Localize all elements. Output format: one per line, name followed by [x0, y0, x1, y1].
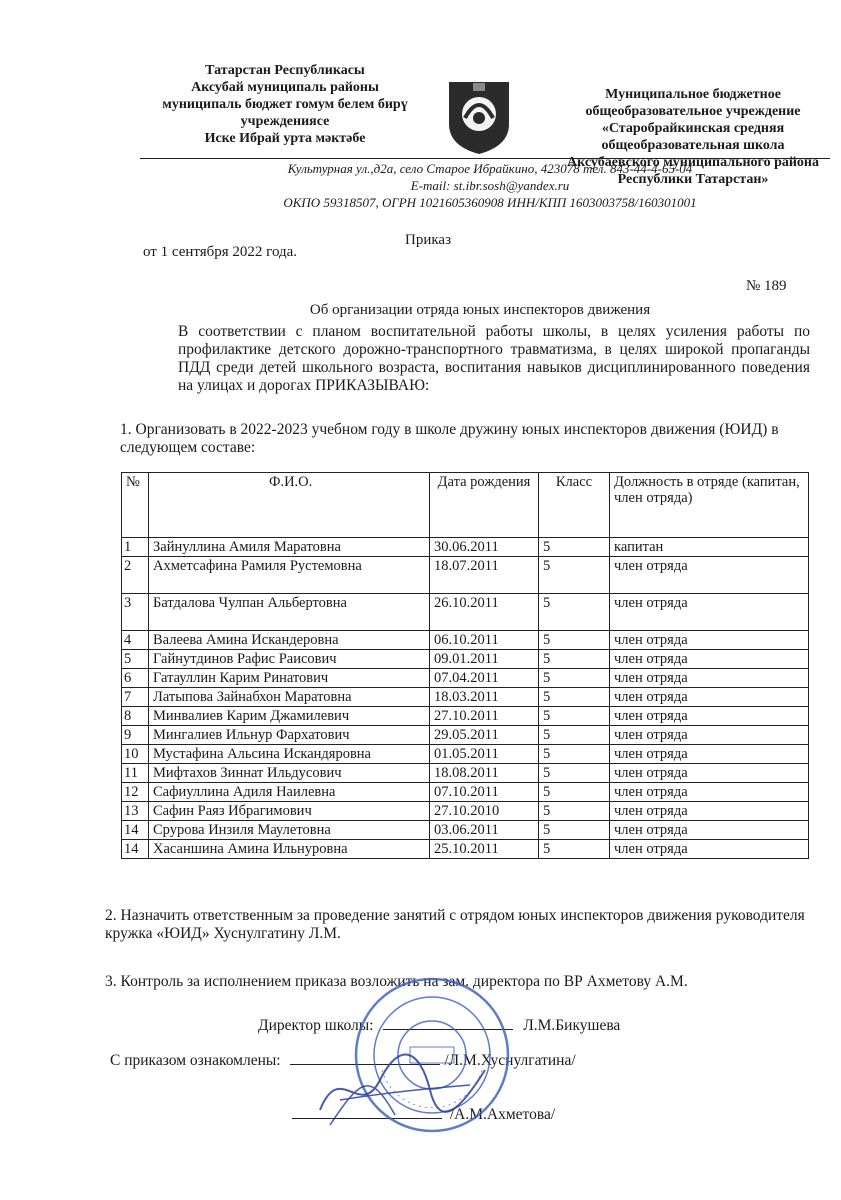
- table-row: [122, 631, 809, 650]
- table-row: [122, 764, 809, 783]
- cell-class: 5: [539, 707, 610, 726]
- cell-dob: 25.10.2011: [430, 840, 539, 859]
- cell-dob: 18.03.2011: [430, 688, 539, 707]
- cell-dob: 18.08.2011: [430, 764, 539, 783]
- cell-role: член отряда: [610, 650, 809, 669]
- cell-name: Гатауллин Карим Ринатович: [149, 669, 430, 688]
- cell-dob: 27.10.2010: [430, 802, 539, 821]
- cell-role: член отряда: [610, 840, 809, 859]
- cell-dob: 01.05.2011: [430, 745, 539, 764]
- header-tatar-line: учреждениясе: [240, 114, 330, 129]
- cell-name: Валеева Амина Искандеровна: [149, 631, 430, 650]
- table-row: [122, 821, 809, 840]
- cell-role: член отряда: [610, 726, 809, 745]
- cell-number: 1: [122, 538, 149, 557]
- header-russian-line: общеобразовательная школа: [601, 138, 785, 153]
- cell-name: Сафиуллина Адиля Наилевна: [149, 783, 430, 802]
- cell-name: Минвалиев Карим Джамилевич: [149, 707, 430, 726]
- preamble: [130, 323, 810, 395]
- table-row: [122, 707, 809, 726]
- cell-number: 2: [122, 557, 149, 594]
- cell-number: 13: [122, 802, 149, 821]
- cell-class: 5: [539, 783, 610, 802]
- cell-name: Мустафина Альсина Искандяровна: [149, 745, 430, 764]
- cell-dob: 26.10.2011: [430, 594, 539, 631]
- cell-class: 5: [539, 538, 610, 557]
- cell-number: 4: [122, 631, 149, 650]
- order-point-2: 2. Назначить ответственным за проведение занятий с отрядом юных инспекторов движения руководителя кружка «ЮИД» Хуснулгатину Л.М.: [105, 907, 805, 942]
- school-address: [210, 160, 770, 211]
- address-line: Культурная ул.,д2а, село Старое Ибрайкино, 423078 тел. 843-44-4-65-04: [287, 161, 693, 176]
- order-point-3: 3. Контроль за исполнением приказа возложить на зам. директора по ВР Ахметову А.М.: [105, 973, 688, 990]
- cell-role: член отряда: [610, 631, 809, 650]
- document-subject: Об организации отряда юных инспекторов движения: [309, 302, 651, 318]
- table-row: [122, 840, 809, 859]
- cell-dob: 09.01.2011: [430, 650, 539, 669]
- cell-class: 5: [539, 688, 610, 707]
- cell-class: 5: [539, 840, 610, 859]
- table-row: [122, 802, 809, 821]
- cell-role: капитан: [610, 538, 809, 557]
- header-russian-line: Республики Татарстан»: [617, 172, 769, 187]
- table-row: [122, 688, 809, 707]
- document-date: от 1 сентября 2022 года.: [143, 244, 298, 260]
- header-tatar-line: муниципаль бюджет гомум белем бирү: [162, 97, 408, 112]
- header-russian-line: «Старобрайкинская средняя: [601, 121, 785, 136]
- table-row: [122, 745, 809, 764]
- header-russian-line: общеобразовательное учреждение: [585, 104, 801, 119]
- cell-name: Мингалиев Ильнур Фархатович: [149, 726, 430, 745]
- cell-name: Ахметсафина Рамиля Рустемовна: [149, 557, 430, 594]
- cell-dob: 07.10.2011: [430, 783, 539, 802]
- cell-role: член отряда: [610, 707, 809, 726]
- cell-role: член отряда: [610, 764, 809, 783]
- cell-role: член отряда: [610, 594, 809, 631]
- cell-role: член отряда: [610, 802, 809, 821]
- cell-name: Латыпова Зайнабхон Маратовна: [149, 688, 430, 707]
- cell-role: член отряда: [610, 669, 809, 688]
- cell-number: 3: [122, 594, 149, 631]
- cell-number: 14: [122, 821, 149, 840]
- column-header-class: Класс: [539, 473, 610, 538]
- header-russian-line: Муниципальное бюджетное: [605, 87, 781, 102]
- cell-number: 14: [122, 840, 149, 859]
- table-row: [122, 726, 809, 745]
- table-row: [122, 783, 809, 802]
- header-tatar-line: Татарстан Республикасы: [205, 63, 365, 78]
- cell-number: 10: [122, 745, 149, 764]
- cell-name: Хасаншина Амина Ильнуровна: [149, 840, 430, 859]
- header-tatar: [150, 62, 420, 147]
- cell-class: 5: [539, 821, 610, 840]
- address-line: ОКПО 59318507, ОГРН 1021605360908 ИНН/КПП 1603003758/160301001: [283, 195, 697, 210]
- cell-class: 5: [539, 669, 610, 688]
- cell-dob: 29.05.2011: [430, 726, 539, 745]
- cell-number: 7: [122, 688, 149, 707]
- address-line: E-mail: st.ibr.sosh@yandex.ru: [410, 178, 570, 193]
- cell-role: член отряда: [610, 821, 809, 840]
- preamble-text: В соответствии с планом воспитательной работы школы, в целях усиления работы по профилактике детского дорожно-транспортного травматизма, в целях широкой пропаганды ПДД среди детей школьного возраста, воспитания навыков дисциплинированного поведения на улицах и дорогах ПРИКАЗЫВАЮ:: [178, 323, 810, 394]
- cell-number: 11: [122, 764, 149, 783]
- header-tatar-line: Аксубай муниципаль районы: [191, 80, 379, 95]
- cell-dob: 27.10.2011: [430, 707, 539, 726]
- table-row: [122, 669, 809, 688]
- cell-role: член отряда: [610, 557, 809, 594]
- document-number: № 189: [746, 278, 787, 294]
- header-tatar-line: Иске Ибрай урта мәктәбе: [204, 131, 366, 146]
- cell-class: 5: [539, 745, 610, 764]
- cell-dob: 07.04.2011: [430, 669, 539, 688]
- cell-number: 5: [122, 650, 149, 669]
- director-name: Л.М.Бикушева: [523, 1017, 621, 1034]
- ack-name-2: /А.М.Ахметова/: [449, 1106, 556, 1123]
- cell-dob: 03.06.2011: [430, 821, 539, 840]
- cell-class: 5: [539, 764, 610, 783]
- cell-dob: 18.07.2011: [430, 557, 539, 594]
- header-russian-line: Аксубаевского муниципального района: [567, 155, 819, 170]
- ack-name-1: /Л.М.Хуснулгатина/: [444, 1052, 576, 1069]
- cell-number: 8: [122, 707, 149, 726]
- cell-name: Гайнутдинов Рафис Раисович: [149, 650, 430, 669]
- table-row: [122, 650, 809, 669]
- cell-role: член отряда: [610, 783, 809, 802]
- roster-table: [121, 472, 809, 859]
- cell-class: 5: [539, 726, 610, 745]
- table-row: [122, 557, 809, 594]
- column-header-name: Ф.И.О.: [149, 473, 430, 538]
- cell-class: 5: [539, 802, 610, 821]
- table-row: [122, 594, 809, 631]
- document-type: Приказ: [405, 232, 452, 248]
- director-label: Директор школы:: [258, 1017, 374, 1034]
- handwritten-signature-icon: [300, 1040, 500, 1130]
- header-divider: [140, 158, 830, 159]
- coat-of-arms-icon: [443, 78, 515, 156]
- order-point-1: 1. Организовать в 2022-2023 учебном году в школе дружину юных инспекторов движения (ЮИД) в следующем составе:: [120, 421, 779, 456]
- column-header-dob: Дата рождения: [430, 473, 539, 538]
- cell-number: 6: [122, 669, 149, 688]
- cell-number: 9: [122, 726, 149, 745]
- column-header-number: №: [122, 473, 149, 538]
- cell-role: член отряда: [610, 745, 809, 764]
- cell-name: Сафин Раяз Ибрагимович: [149, 802, 430, 821]
- cell-dob: 30.06.2011: [430, 538, 539, 557]
- cell-class: 5: [539, 594, 610, 631]
- cell-class: 5: [539, 631, 610, 650]
- cell-name: Зайнуллина Амиля Маратовна: [149, 538, 430, 557]
- cell-name: Мифтахов Зиннат Ильдусович: [149, 764, 430, 783]
- cell-class: 5: [539, 650, 610, 669]
- cell-name: Срурова Инзиля Маулетовна: [149, 821, 430, 840]
- cell-name: Батдалова Чулпан Альбертовна: [149, 594, 430, 631]
- column-header-role: Должность в отряде (капитан, член отряда): [610, 473, 809, 538]
- table-header-row: [122, 473, 809, 538]
- cell-role: член отряда: [610, 688, 809, 707]
- table-row: [122, 538, 809, 557]
- ack-label: С приказом ознакомлены:: [110, 1052, 281, 1069]
- cell-number: 12: [122, 783, 149, 802]
- cell-class: 5: [539, 557, 610, 594]
- cell-dob: 06.10.2011: [430, 631, 539, 650]
